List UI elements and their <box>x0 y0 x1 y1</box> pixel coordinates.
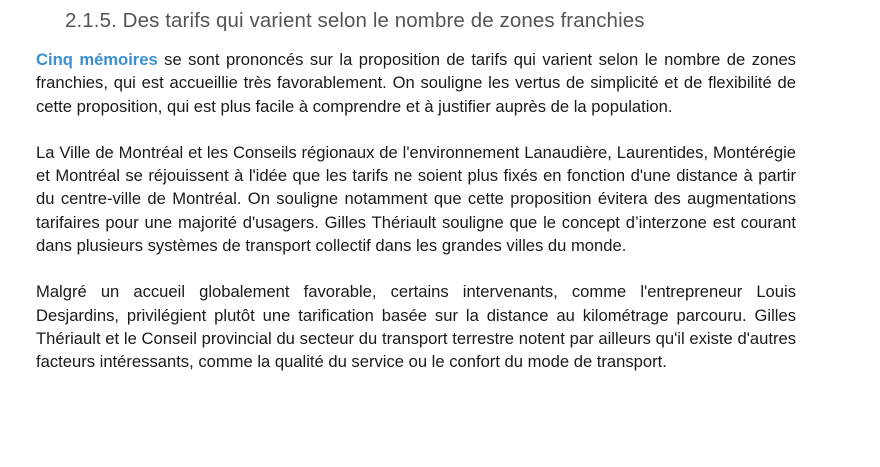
paragraph-1-text: se sont prononcés sur la proposition de tarifs qui varient selon le nombre de zones franchies, qui est accueillie très favorablement. On souligne les vertus de simplicité et de flexibilité de cette proposition, qui est plus facile à comprendre et à justifier auprès de la population. <box>36 50 796 116</box>
paragraph-2-text: La Ville de Montréal et les Conseils régionaux de l'environnement Lanaudière, Laurentides, Montérégie et Montréal se réjouissent à l'idée que les tarifs ne soient plus fixés en fonction d'une distance à partir du centre-ville de Montréal. On souligne notamment que cette proposition évitera des augmentations tarifaires pour une majorité d'usagers. Gilles Thériault souligne que le concept d’interzone est courant dans plusieurs systèmes de transport collectif dans les grandes villes du monde. <box>36 142 796 256</box>
section-heading: 2.1.5. Des tarifs qui varient selon le nombre de zones franchies <box>65 9 645 32</box>
paragraph-1 <box>36 48 796 118</box>
paragraph-3 <box>36 280 796 373</box>
highlight-text: Cinq mémoires <box>36 50 158 69</box>
document-page <box>36 0 796 374</box>
paragraph-2 <box>36 141 796 257</box>
paragraph-3-text: Malgré un accueil globalement favorable, certains intervenants, comme l'entrepreneur Louis Desjardins, privilégient plutôt une tarification basée sur la distance au kilométrage parcouru. Gilles Thériault et le Conseil provincial du secteur du transport terrestre notent par ailleurs qu'il existe d'autres facteurs intéressants, comme la qualité du service ou le confort du mode de transport. <box>36 282 796 372</box>
